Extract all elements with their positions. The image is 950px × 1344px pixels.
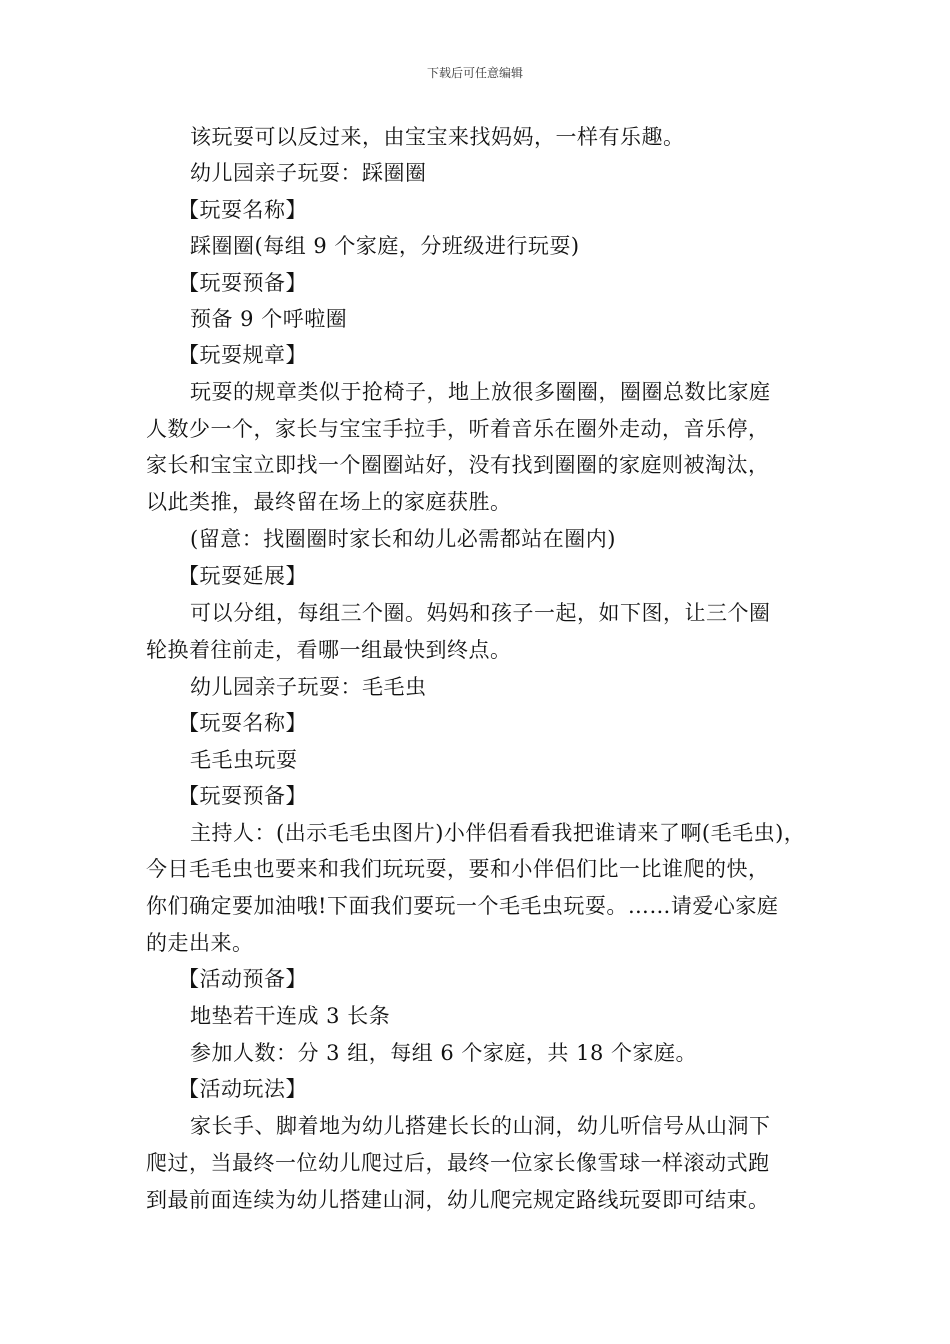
paragraph-line: 家长手、脚着地为幼儿搭建长长的山洞，幼儿听信号从山洞下 [190,1114,771,1138]
paragraph-line: 你们确定要加油哦!下面我们要玩一个毛毛虫玩耍。……请爱心家庭 [146,894,779,918]
paragraph-line: 玩耍的规章类似于抢椅子，地上放很多圈圈，圈圈总数比家庭 [190,380,771,404]
bracket-heading: 【活动玩法】 [178,1077,307,1101]
section-title: 幼儿园亲子玩耍：踩圈圈 [190,161,427,185]
paragraph-line: 踩圈圈(每组 9 个家庭，分班级进行玩耍) [190,234,580,258]
bracket-heading: 【玩耍名称】 [178,711,307,735]
paragraph-line: (留意：找圈圈时家长和幼儿必需都站在圈内) [190,527,616,551]
paragraph-line: 主持人：(出示毛毛虫图片)小伴侣看看我把谁请来了啊(毛毛虫)， [190,821,806,845]
bracket-heading: 【玩耍延展】 [178,564,307,588]
bracket-heading: 【玩耍预备】 [178,784,307,808]
paragraph-line: 家长和宝宝立即找一个圈圈站好，没有找到圈圈的家庭则被淘汰， [146,453,770,477]
paragraph-line: 地垫若干连成 3 长条 [190,1004,391,1028]
section-title: 幼儿园亲子玩耍：毛毛虫 [190,675,427,699]
bracket-heading: 【玩耍规章】 [178,343,307,367]
paragraph-line: 爬过，当最终一位幼儿爬过后，最终一位家长像雪球一样滚动式跑 [146,1151,770,1175]
bracket-heading: 【玩耍预备】 [178,271,307,295]
page-header: 下载后可任意编辑 [426,66,523,80]
paragraph-line: 轮换着往前走，看哪一组最快到终点。 [146,638,512,662]
paragraph-line: 今日毛毛虫也要来和我们玩玩耍，要和小伴侣们比一比谁爬的快， [146,857,770,881]
paragraph-line: 可以分组，每组三个圈。妈妈和孩子一起，如下图，让三个圈 [190,601,771,625]
paragraph-line: 到最前面连续为幼儿搭建山洞，幼儿爬完规定路线玩耍即可结束。 [146,1188,770,1212]
paragraph-line: 该玩耍可以反过来，由宝宝来找妈妈，一样有乐趣。 [190,125,685,149]
paragraph-line: 以此类推，最终留在场上的家庭获胜。 [146,490,512,514]
paragraph-line: 的走出来。 [146,931,254,955]
bracket-heading: 【活动预备】 [178,967,307,991]
bracket-heading: 【玩耍名称】 [178,198,307,222]
paragraph-line: 毛毛虫玩耍 [190,748,298,772]
paragraph-line: 预备 9 个呼啦圈 [190,307,348,331]
paragraph-line: 人数少一个，家长与宝宝手拉手，听着音乐在圈外走动，音乐停， [146,417,770,441]
paragraph-line: 参加人数：分 3 组，每组 6 个家庭，共 18 个家庭。 [190,1041,697,1065]
